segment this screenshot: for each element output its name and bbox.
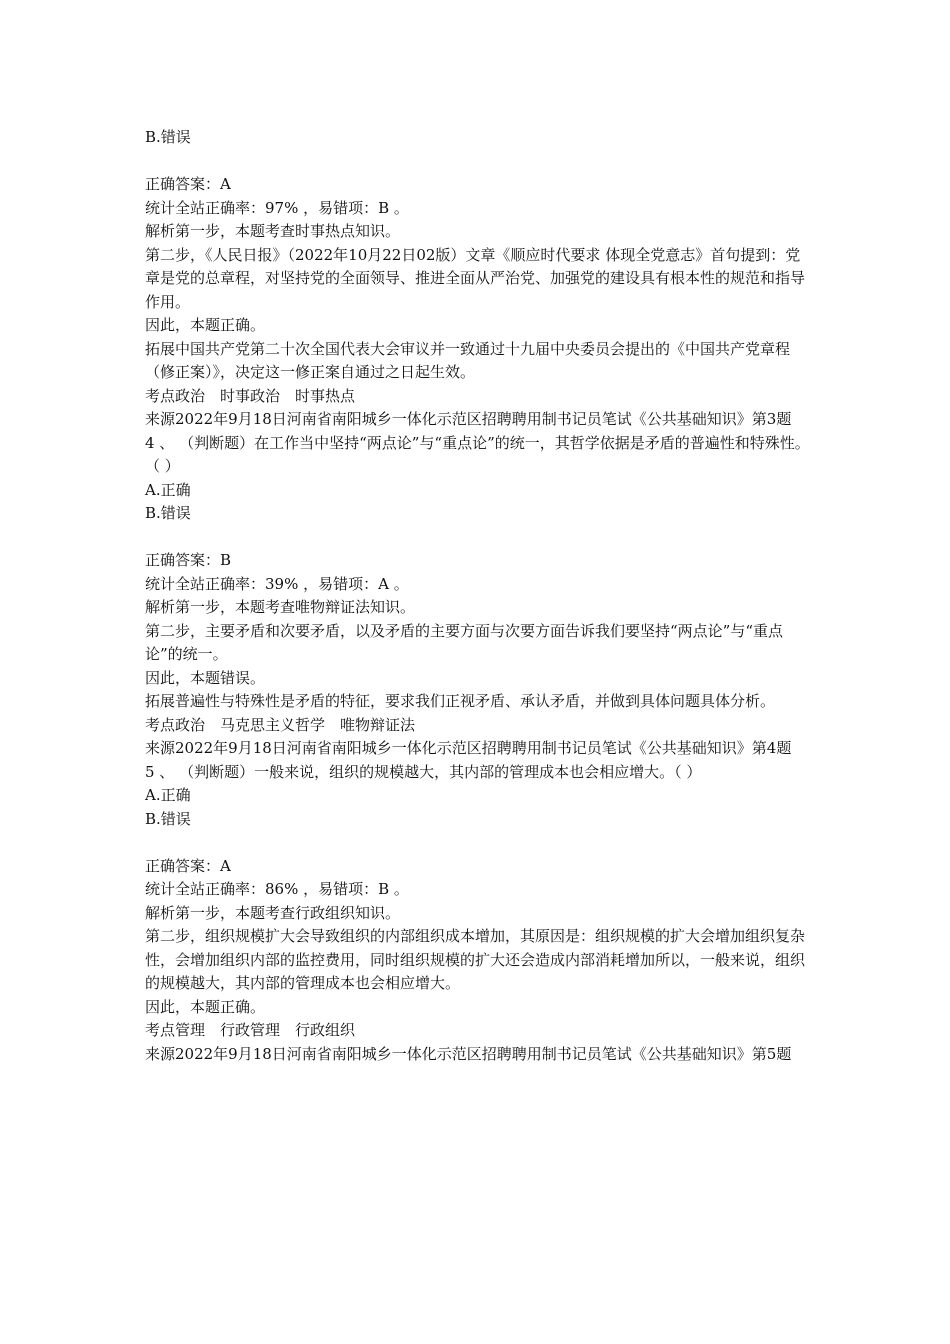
spacer bbox=[145, 526, 810, 550]
q5-answer: 正确答案：A bbox=[145, 856, 231, 875]
q4-extension: 拓展普遍性与特殊性是矛盾的特征，要求我们正视矛盾、承认矛盾，并做到具体问题具体分析。 bbox=[145, 692, 776, 710]
q3-extension: 拓展中国共产党第二十次全国代表大会审议并一致通过十九届中央委员会提出的《中国共产党章程（修正案）》，决定这一修正案自通过之日起生效。 bbox=[145, 339, 791, 381]
q5-stats: 统计全站正确率：86% ，易错项：B 。 bbox=[145, 880, 409, 898]
q5-kaodian: 考点管理 行政管理 行政组织 bbox=[145, 1021, 356, 1039]
q4-kaodian: 考点政治 马克思主义哲学 唯物辩证法 bbox=[145, 715, 416, 734]
q5-analysis-step2: 第二步，组织规模扩大会导致组织的内部组织成本增加，其原因是：组织规模的扩大会增加组织复杂性，会增加组织内部的监控费用，同时组织规模的扩大还会造成内部消耗增加所以，一般来说，组织的规模越大，其内部的管理成本也会相应增大。 bbox=[145, 927, 806, 992]
q3-stats: 统计全站正确率：97% ，易错项：B 。 bbox=[145, 198, 409, 217]
q4-conclusion: 因此，本题错误。 bbox=[145, 668, 266, 687]
q5-option-a: A.正确 bbox=[145, 786, 191, 804]
q5-option-b: B.错误 bbox=[145, 809, 191, 828]
q3-answer: 正确答案：A bbox=[145, 175, 231, 193]
q5-source: 来源2022年9月18日河南省南阳城乡一体化示范区招聘聘用制书记员笔试《公共基础知识》第5题 bbox=[145, 1044, 792, 1063]
q4-analysis-step1: 解析第一步，本题考查唯物辩证法知识。 bbox=[145, 598, 416, 616]
q5-stem: 5 、 （判断题）一般来说，组织的规模越大，其内部的管理成本也会相应增大。（ ） bbox=[145, 762, 702, 781]
q4-answer: 正确答案：B bbox=[145, 551, 232, 569]
q3-source: 来源2022年9月18日河南省南阳城乡一体化示范区招聘聘用制书记员笔试《公共基础知识》第3题 bbox=[145, 410, 792, 428]
q3-analysis-step1: 解析第一步，本题考查时事热点知识。 bbox=[145, 222, 401, 240]
question-4-block bbox=[145, 432, 810, 761]
q4-stats: 统计全站正确率：39% ，易错项：A 。 bbox=[145, 574, 409, 593]
document-page bbox=[145, 126, 810, 1066]
q3-conclusion: 因此，本题正确。 bbox=[145, 316, 266, 334]
q3-kaodian: 考点政治 时事政治 时事热点 bbox=[145, 386, 356, 405]
question-3-block bbox=[145, 126, 810, 432]
q3-option-b: B.错误 bbox=[145, 128, 191, 146]
q4-option-a: A.正确 bbox=[145, 480, 191, 499]
question-5-block bbox=[145, 761, 810, 1067]
q5-analysis-step1: 解析第一步，本题考查行政组织知识。 bbox=[145, 903, 401, 922]
q4-option-b: B.错误 bbox=[145, 504, 191, 522]
q4-stem: 4 、 （判断题）在工作当中坚持“两点论”与“重点论”的统一，其哲学依据是矛盾的普遍性和特殊性。（ ） bbox=[145, 433, 810, 475]
q4-source: 来源2022年9月18日河南省南阳城乡一体化示范区招聘聘用制书记员笔试《公共基础知识》第4题 bbox=[145, 739, 792, 757]
q4-analysis-step2: 第二步，主要矛盾和次要矛盾，以及矛盾的主要方面与次要方面告诉我们要坚持“两点论”与“重点论”的统一。 bbox=[145, 621, 784, 663]
q5-conclusion: 因此，本题正确。 bbox=[145, 997, 266, 1016]
spacer bbox=[145, 150, 810, 174]
spacer bbox=[145, 831, 810, 855]
q3-analysis-step2: 第二步，《人民日报》（2022年10月22日02版）文章《顺应时代要求 体现全党意志》首句提到：党章是党的总章程，对坚持党的全面领导、推进全面从严治党、加强党的建设具有根本性的规范和指导作用。 bbox=[145, 245, 806, 311]
